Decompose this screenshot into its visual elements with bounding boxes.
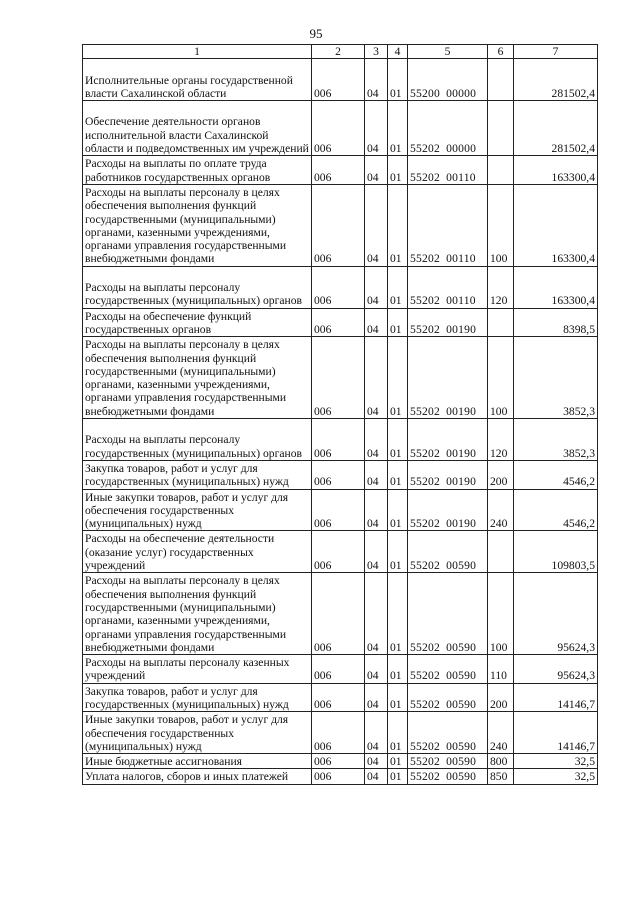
subsection-code: 01: [388, 531, 408, 573]
item-name: Расходы на выплаты персоналу в целях обеспечения выполнения функций государственными (муниципальными) органами, казенными учреждениями, органами управления государственными внебюджетными фондами: [83, 184, 312, 266]
amount: 4546,2: [514, 460, 598, 489]
subsection-code: 01: [388, 308, 408, 337]
ministry-code: 006: [312, 266, 365, 308]
ministry-code: 006: [312, 573, 365, 655]
target-article-code: 55202 00000: [408, 101, 488, 156]
subsection-code: 01: [388, 184, 408, 266]
ministry-code: 006: [312, 101, 365, 156]
target-article-code: 55202 00590: [408, 655, 488, 684]
ministry-code: 006: [312, 184, 365, 266]
table-row: [83, 419, 598, 461]
section-code: 04: [365, 769, 388, 784]
target-article-code: 55202 00190: [408, 460, 488, 489]
expense-type-code: 120: [488, 419, 514, 461]
amount: 32,5: [514, 769, 598, 784]
ministry-code: 006: [312, 531, 365, 573]
section-code: 04: [365, 184, 388, 266]
expense-type-code: 240: [488, 712, 514, 754]
ministry-code: 006: [312, 712, 365, 754]
subsection-code: 01: [388, 156, 408, 185]
amount: 95624,3: [514, 655, 598, 684]
item-name: Иные закупки товаров, работ и услуг для обеспечения государственных (муниципальных) нужд: [83, 712, 312, 754]
subsection-code: 01: [388, 101, 408, 156]
expense-type-code: 240: [488, 489, 514, 531]
ministry-code: 006: [312, 156, 365, 185]
subsection-code: 01: [388, 573, 408, 655]
target-article-code: 55202 00110: [408, 266, 488, 308]
table-row: [83, 683, 598, 712]
item-name: Расходы на обеспечение деятельности (оказание услуг) государственных учреждений: [83, 531, 312, 573]
section-code: 04: [365, 573, 388, 655]
amount: 14146,7: [514, 712, 598, 754]
table-row: [83, 184, 598, 266]
section-code: 04: [365, 460, 388, 489]
target-article-code: 55202 00590: [408, 683, 488, 712]
table-row: [83, 59, 598, 101]
item-name: Расходы на выплаты персоналу казенных учреждений: [83, 655, 312, 684]
table-body: [83, 59, 598, 784]
section-code: 04: [365, 59, 388, 101]
col-header-1: 1: [83, 45, 312, 59]
item-name: Расходы на обеспечение функций государственных органов: [83, 308, 312, 337]
table-row: [83, 308, 598, 337]
col-header-7: 7: [514, 45, 598, 59]
subsection-code: 01: [388, 769, 408, 784]
item-name: Закупка товаров, работ и услуг для государственных (муниципальных) нужд: [83, 460, 312, 489]
item-name: Расходы на выплаты персоналу государственных (муниципальных) органов: [83, 419, 312, 461]
item-name: Расходы на выплаты персоналу в целях обеспечения выполнения функций государственными (муниципальными) органами, казенными учреждениями, органами управления государственными внебюджетными фондами: [83, 573, 312, 655]
page-number: 95: [309, 26, 323, 41]
target-article-code: 55202 00190: [408, 419, 488, 461]
subsection-code: 01: [388, 683, 408, 712]
subsection-code: 01: [388, 489, 408, 531]
section-code: 04: [365, 683, 388, 712]
amount: 3852,3: [514, 419, 598, 461]
amount: 281502,4: [514, 59, 598, 101]
expense-type-code: 100: [488, 184, 514, 266]
table-row: [83, 573, 598, 655]
target-article-code: 55202 00590: [408, 531, 488, 573]
item-name: Расходы на выплаты персоналу государственных (муниципальных) органов: [83, 266, 312, 308]
item-name: Исполнительные органы государственной власти Сахалинской области: [83, 59, 312, 101]
target-article-code: 55202 00590: [408, 573, 488, 655]
target-article-code: 55202 00190: [408, 489, 488, 531]
col-header-2: 2: [312, 45, 365, 59]
target-article-code: 55202 00190: [408, 308, 488, 337]
subsection-code: 01: [388, 337, 408, 419]
table-row: [83, 754, 598, 769]
table-row: [83, 489, 598, 531]
expense-type-code: [488, 101, 514, 156]
subsection-code: 01: [388, 655, 408, 684]
table-row: [83, 156, 598, 185]
item-name: Обеспечение деятельности органов исполнительной власти Сахалинской области и подведомственных им учреждений: [83, 101, 312, 156]
subsection-code: 01: [388, 460, 408, 489]
amount: 8398,5: [514, 308, 598, 337]
subsection-code: 01: [388, 419, 408, 461]
amount: 163300,4: [514, 184, 598, 266]
col-header-5: 5: [408, 45, 488, 59]
item-name: Уплата налогов, сборов и иных платежей: [83, 769, 312, 784]
section-code: 04: [365, 101, 388, 156]
col-header-4: 4: [388, 45, 408, 59]
item-name: Расходы на выплаты по оплате труда работников государственных органов: [83, 156, 312, 185]
item-name: Иные бюджетные ассигнования: [83, 754, 312, 769]
target-article-code: 55202 00110: [408, 156, 488, 185]
table-row: [83, 769, 598, 784]
target-article-code: 55202 00590: [408, 769, 488, 784]
col-header-3: 3: [365, 45, 388, 59]
table-row: [83, 266, 598, 308]
target-article-code: 55202 00110: [408, 184, 488, 266]
ministry-code: 006: [312, 655, 365, 684]
ministry-code: 006: [312, 419, 365, 461]
item-name: Расходы на выплаты персоналу в целях обеспечения выполнения функций государственными (муниципальными) органами, казенными учреждениями, органами управления государственными внебюджетными фондами: [83, 337, 312, 419]
expense-type-code: 800: [488, 754, 514, 769]
item-name: Иные закупки товаров, работ и услуг для обеспечения государственных (муниципальных) нужд: [83, 489, 312, 531]
section-code: 04: [365, 337, 388, 419]
subsection-code: 01: [388, 266, 408, 308]
table-row: [83, 531, 598, 573]
section-code: 04: [365, 655, 388, 684]
ministry-code: 006: [312, 308, 365, 337]
subsection-code: 01: [388, 712, 408, 754]
amount: 14146,7: [514, 683, 598, 712]
section-code: 04: [365, 712, 388, 754]
ministry-code: 006: [312, 59, 365, 101]
expense-type-code: 120: [488, 266, 514, 308]
target-article-code: 55202 00590: [408, 712, 488, 754]
table-row: [83, 712, 598, 754]
amount: 281502,4: [514, 101, 598, 156]
item-name: Закупка товаров, работ и услуг для государственных (муниципальных) нужд: [83, 683, 312, 712]
table-row: [83, 460, 598, 489]
ministry-code: 006: [312, 460, 365, 489]
expense-type-code: 200: [488, 683, 514, 712]
ministry-code: 006: [312, 769, 365, 784]
ministry-code: 006: [312, 337, 365, 419]
expense-type-code: 850: [488, 769, 514, 784]
section-code: 04: [365, 308, 388, 337]
target-article-code: 55202 00190: [408, 337, 488, 419]
section-code: 04: [365, 266, 388, 308]
expense-type-code: [488, 156, 514, 185]
expense-type-code: [488, 59, 514, 101]
amount: 95624,3: [514, 573, 598, 655]
amount: 109803,5: [514, 531, 598, 573]
section-code: 04: [365, 156, 388, 185]
table-row: [83, 101, 598, 156]
amount: 163300,4: [514, 156, 598, 185]
amount: 32,5: [514, 754, 598, 769]
ministry-code: 006: [312, 489, 365, 531]
col-header-6: 6: [488, 45, 514, 59]
ministry-code: 006: [312, 683, 365, 712]
amount: 4546,2: [514, 489, 598, 531]
budget-table: [82, 44, 598, 785]
column-number-row: [83, 45, 598, 59]
expense-type-code: 110: [488, 655, 514, 684]
table-row: [83, 337, 598, 419]
section-code: 04: [365, 489, 388, 531]
section-code: 04: [365, 531, 388, 573]
subsection-code: 01: [388, 754, 408, 769]
expense-type-code: [488, 308, 514, 337]
expense-type-code: 200: [488, 460, 514, 489]
subsection-code: 01: [388, 59, 408, 101]
target-article-code: 55200 00000: [408, 59, 488, 101]
amount: 3852,3: [514, 337, 598, 419]
target-article-code: 55202 00590: [408, 754, 488, 769]
expense-type-code: [488, 531, 514, 573]
ministry-code: 006: [312, 754, 365, 769]
expense-type-code: 100: [488, 573, 514, 655]
amount: 163300,4: [514, 266, 598, 308]
table-row: [83, 655, 598, 684]
section-code: 04: [365, 419, 388, 461]
expense-type-code: 100: [488, 337, 514, 419]
section-code: 04: [365, 754, 388, 769]
